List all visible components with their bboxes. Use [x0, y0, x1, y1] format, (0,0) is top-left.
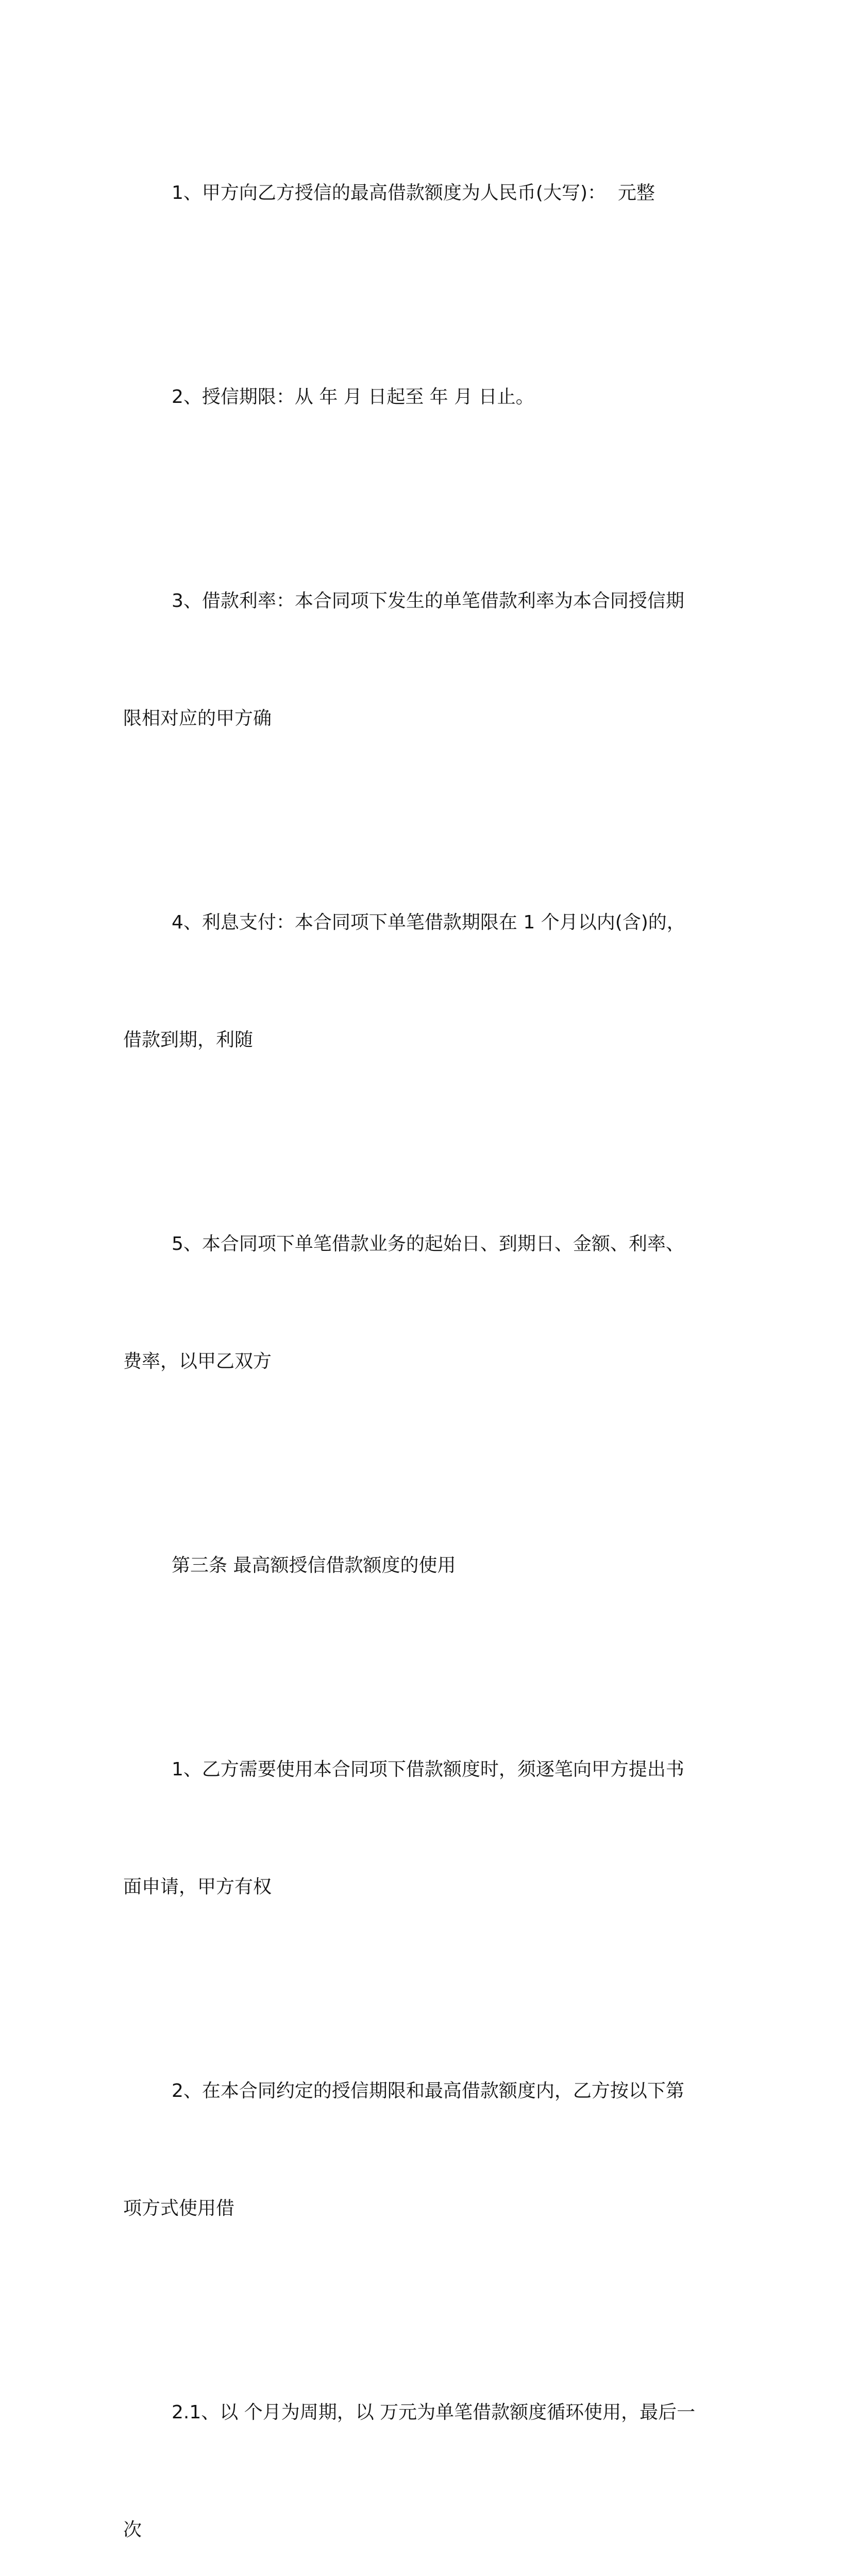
clause-paragraph — [123, 2315, 711, 2576]
paragraph-line: 借款到期，利随 — [123, 1029, 254, 1050]
paragraph-line: 1、甲方向乙方授信的最高借款额度为人民币(大写)： 元整 — [172, 182, 655, 204]
clause-paragraph — [123, 299, 711, 495]
paragraph-line: 3、借款利率：本合同项下发生的单笔借款利率为本合同授信期 — [172, 590, 684, 612]
clause-paragraph — [123, 1146, 711, 1460]
paragraph-line: 2、授信期限：从 年 月 日起至 年 月 日止。 — [172, 386, 534, 408]
paragraph-line: 次 — [123, 2519, 142, 2540]
paragraph-line: 2.1、以 个月为周期，以 万元为单笔借款额度循环使用，最后一 — [172, 2402, 696, 2423]
paragraph-line: 面申请，甲方有权 — [123, 1876, 272, 1897]
document-body — [123, 95, 711, 2576]
clause-paragraph — [123, 1993, 711, 2307]
paragraph-line: 限相对应的甲方确 — [123, 708, 272, 729]
paragraph-line: 第三条 最高额授信借款额度的使用 — [172, 1555, 456, 1576]
clause-paragraph — [123, 503, 711, 817]
clause-paragraph — [123, 1672, 711, 1985]
paragraph-line: 5、本合同项下单笔借款业务的起始日、到期日、金额、利率、 — [172, 1233, 684, 1255]
paragraph-line: 2、在本合同约定的授信期限和最高借款额度内，乙方按以下第 — [172, 2080, 684, 2102]
paragraph-line: 项方式使用借 — [123, 2198, 235, 2219]
paragraph-line: 1、乙方需要使用本合同项下借款额度时，须逐笔向甲方提出书 — [172, 1759, 684, 1780]
clause-paragraph — [123, 95, 711, 291]
paragraph-line: 4、利息支付：本合同项下单笔借款期限在 1 个月以内(含)的， — [172, 912, 685, 933]
paragraph-line: 费率，以甲乙双方 — [123, 1351, 272, 1372]
clause-paragraph — [123, 825, 711, 1138]
section-heading — [123, 1468, 711, 1664]
